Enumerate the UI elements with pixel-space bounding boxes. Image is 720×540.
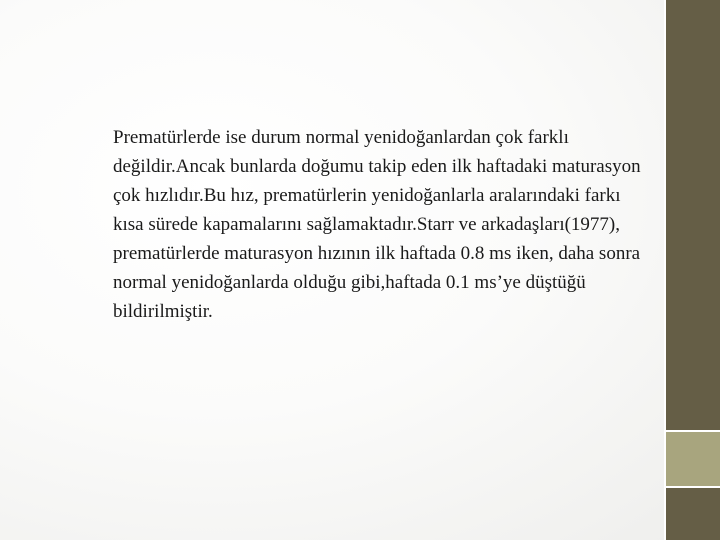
sidebar-accent-block [666,432,720,486]
sidebar-bottom-block [666,488,720,540]
body-paragraph: Prematürlerde ise durum normal yenidoğanlardan çok farklı değildir.Ancak bunlarda doğumu takip eden ilk haftadaki maturasyon çok hızlıdır.Bu hız, prematürlerin yenidoğanlarla aralarındaki farkı kısa sürede kapamalarını sağlamaktadır.Starr ve arkadaşları(1977), prematürlerde maturasyon hızının ilk haftada 0.8 ms iken, daha sonra normal yenidoğanlarda olduğu gibi,haftada 0.1 ms’ye düştüğü bildirilmiştir. [113,127,641,322]
decorative-sidebar [666,0,720,540]
sidebar-top-block [666,0,720,430]
